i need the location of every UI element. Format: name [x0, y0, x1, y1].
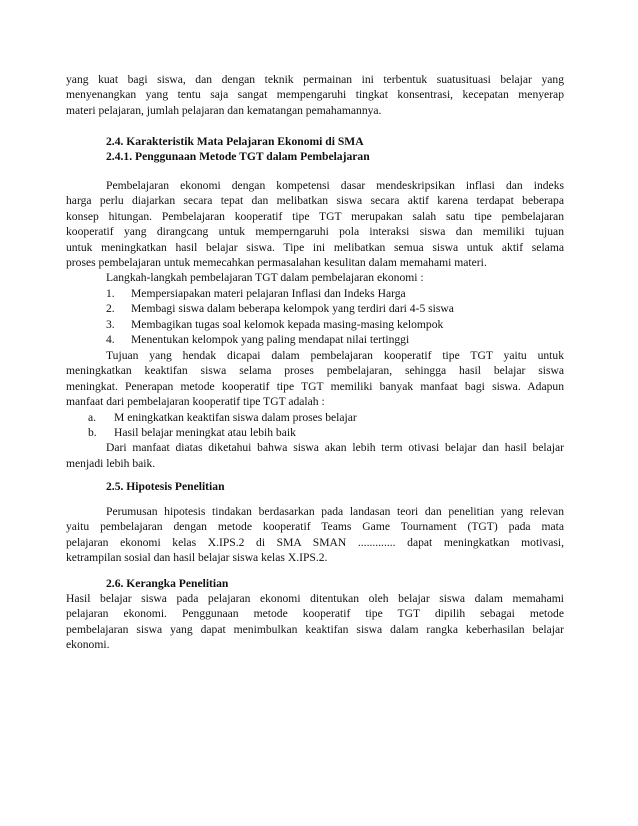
section-heading-2-5: [66, 479, 564, 494]
text-line: Dari manfaat diatas diketahui bahwa siswa akan lebih term otivasi belajar dan hasil belajar: [106, 441, 564, 455]
list-text: Hasil belajar meningkat atau lebih baik: [114, 425, 296, 439]
paragraph-framework: [66, 591, 564, 653]
paragraph-intro: [66, 72, 564, 118]
list-number: 1.: [106, 286, 115, 300]
text-line: pelajaran ekonomi. Penggunaan metode kooperatif tipe TGT dipilih sebagai metode: [66, 607, 564, 621]
list-item: [66, 425, 564, 440]
text-line: manfaat dari pembelajaran kooperatif tipe TGT adalah :: [66, 395, 325, 409]
list-item: [66, 301, 564, 316]
list-text: Mempersiapakan materi pelajaran Inflasi dan Indeks Harga: [131, 286, 406, 300]
heading-2-5: 2.5. Hipotesis Penelitian: [106, 480, 225, 493]
list-number: 4.: [106, 332, 115, 346]
list-item: [66, 317, 564, 332]
text-line: Hasil belajar siswa pada pelajaran ekonomi ditentukan oleh belajar siswa dalam memahami: [66, 592, 564, 605]
list-letter: b.: [88, 425, 97, 439]
heading-2-4-1: 2.4.1. Penggunaan Metode TGT dalam Pembelajaran: [106, 150, 370, 164]
text-line: menjadi lebih baik.: [66, 456, 156, 470]
heading-2-4: 2.4. Karakteristik Mata Pelajaran Ekonomi di SMA: [106, 135, 364, 148]
list-number: 2.: [106, 302, 115, 316]
text-line: ekonomi.: [66, 638, 110, 652]
list-text: Membagi siswa dalam beberapa kelompok yang terdiri dari 4-5 siswa: [131, 302, 454, 316]
list-text: Membagikan tugas soal kelomok kepada masing-masing kelompok: [131, 317, 444, 331]
list-text: Menentukan kelompok yang paling mendapat nilai tertinggi: [131, 332, 410, 346]
paragraph-tgt-goals: [66, 348, 564, 471]
text-line: Pembelajaran ekonomi dengan kompetensi dasar mendeskripsikan inflasi dan indeks: [106, 179, 564, 192]
list-number: 3.: [106, 317, 115, 331]
text-line: Perumusan hipotesis tindakan berdasarkan pada landasan teori dan penelitian yang relevan: [106, 505, 564, 518]
text-line: pelajaran ekonomi kelas X.IPS.2 di SMA SMAN ............. dapat meningkatkan motivasi,: [66, 535, 564, 549]
text-line: proses pembelajaran untuk memecahkan permasalahan kesulitan dalam memahami materi.: [66, 255, 487, 269]
text-line: Tujuan yang hendak dicapai dalam pembelajaran kooperatif tipe TGT yaitu untuk: [106, 349, 564, 362]
paragraph-hypothesis: [66, 504, 564, 566]
list-item: [66, 286, 564, 301]
list-text: M eningkatkan keaktifan siswa dalam proses belajar: [114, 410, 357, 424]
text-line: untuk meningkatkan hasil belajar siswa. Tipe ini melibatkan semua siswa untuk aktif selama: [66, 240, 564, 254]
steps-intro: Langkah-langkah pembelajaran TGT dalam pembelajaran ekonomi :: [106, 271, 424, 285]
list-letter: a.: [88, 410, 97, 424]
text-line: materi pelajaran, jumlah pelajaran dan kematangan pemahamannya.: [66, 103, 382, 117]
text-line: pembelajaran siswa yang dapat menimbulkan keaktifan siswa dalam rangka keberhasilan belajar: [66, 622, 564, 636]
text-line: harga perlu diajarkan secara tepat dan melibatkan siswa secara aktif karena terdapat beberapa: [66, 194, 564, 208]
text-line: ketrampilan sosial dan hasil belajar siswa kelas X.IPS.2.: [66, 551, 328, 565]
text-line: yaitu pembelajaran dengan metode kooperatif Teams Game Tournament (TGT) pada mata: [66, 520, 564, 534]
list-item: [66, 410, 564, 425]
text-line: konsep hitungan. Pembelajaran kooperatif tipe TGT merupakan salah satu tipe pembelajaran: [66, 209, 564, 223]
list-item: [66, 332, 564, 347]
paragraph-tgt-method: [66, 178, 564, 347]
heading-2-6: 2.6. Kerangka Penelitian: [106, 577, 229, 590]
section-heading-2-4: [66, 134, 564, 165]
text-line: meningkat. Penerapan metode kooperatif tipe TGT memiliki banyak manfaat bagi siswa. Adapun: [66, 379, 564, 393]
text-line: meningkatkan keaktifan siswa selama proses pembelajaran, sehingga hasil belajar siswa: [66, 364, 564, 378]
text-line: menyenangkan yang tentu saja sangat mempengaruhi tingkat konsentrasi, kecepatan menyerap: [66, 88, 564, 102]
text-line: kooperatif yang dirangcang untuk memperngaruhi pola interaksi siswa dan memiliki tujuan: [66, 225, 564, 239]
text-line: yang kuat bagi siswa, dan dengan teknik permainan ini terbentuk suatusituasi belajar yang: [66, 73, 564, 86]
section-heading-2-6: [66, 576, 564, 591]
